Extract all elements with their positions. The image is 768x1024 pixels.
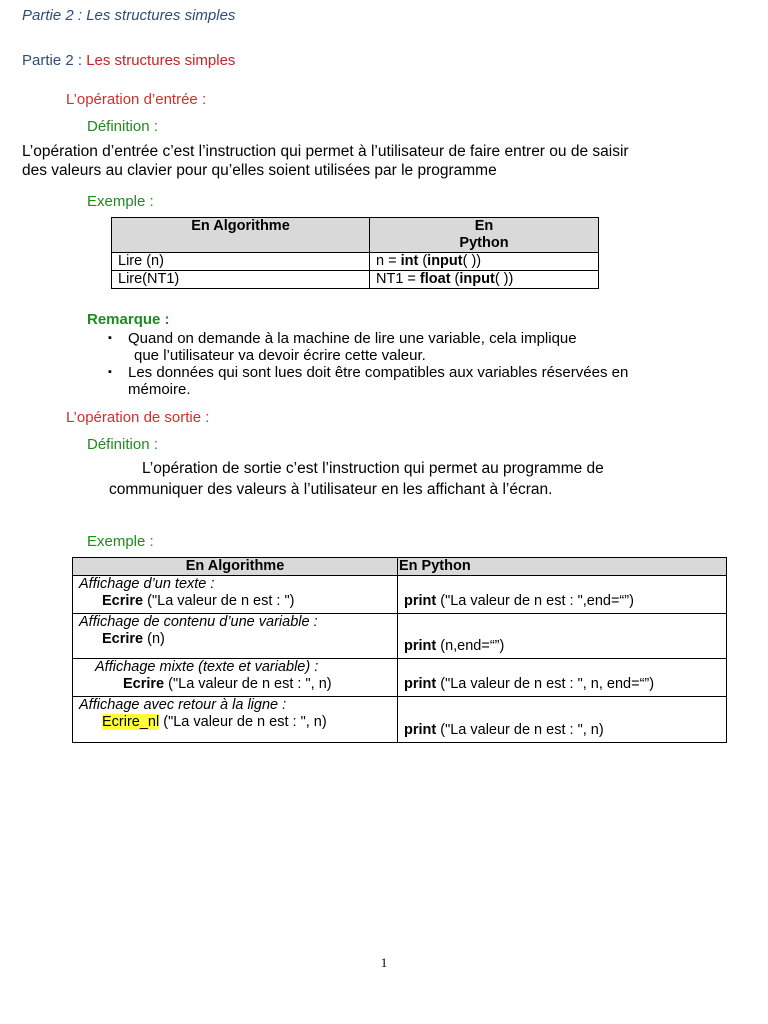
remark-label: Remarque : <box>87 311 170 328</box>
highlighted-keyword: Ecrire_nl <box>102 714 160 730</box>
remark-list <box>108 330 748 398</box>
algo-code <box>79 631 391 648</box>
table-header-python <box>370 218 599 253</box>
code-text: ("La valeur de n est : ", n, end=“”) <box>436 676 655 692</box>
code-keyword: print <box>404 638 437 654</box>
code-keyword: Ecrire <box>123 676 165 692</box>
table-cell-python <box>398 697 727 743</box>
code-keyword: print <box>404 676 437 692</box>
table-cell-algo: Lire (n) <box>112 253 370 271</box>
row-description: Affichage de contenu d’une variable : <box>79 614 318 630</box>
algo-code <box>95 676 391 693</box>
input-definition-line2: des valeurs au clavier pour qu’elles soient utilisées par le programme <box>22 162 497 179</box>
output-definition-line1: L’opération de sortie c’est l’instruction qui permet au programme de <box>142 460 604 477</box>
output-example-label: Exemple : <box>87 533 154 550</box>
code-keyword: input <box>459 271 495 287</box>
input-example-table <box>111 217 599 289</box>
table-cell-algo <box>73 614 398 659</box>
output-heading: L’opération de sortie : <box>66 409 210 426</box>
section-title <box>22 52 235 69</box>
row-description: Affichage d’un texte : <box>79 576 215 592</box>
algo-code <box>79 714 391 731</box>
table-header-algo: En Algorithme <box>112 218 370 253</box>
table-header-row <box>112 218 599 253</box>
code-keyword: int <box>400 253 419 269</box>
algo-code <box>79 593 391 610</box>
code-keyword: print <box>404 593 437 609</box>
table-row <box>112 271 599 289</box>
table-cell-algo <box>73 576 398 614</box>
table-header-python: En Python <box>398 558 727 576</box>
code-text: (n) <box>143 631 165 647</box>
code-text: ("La valeur de n est : ", n) <box>164 676 332 692</box>
input-example-label: Exemple : <box>87 193 154 210</box>
table-cell-python <box>370 271 599 289</box>
output-definition-label: Définition : <box>87 436 158 453</box>
code-text: ( <box>450 271 460 287</box>
table-cell-algo <box>73 659 398 697</box>
table-cell-python <box>398 576 727 614</box>
section-prefix: Partie 2 : <box>22 52 83 69</box>
list-item <box>108 364 748 398</box>
code-text: ( <box>418 253 428 269</box>
table-cell-python <box>398 614 727 659</box>
code-keyword: Ecrire <box>102 631 144 647</box>
table-row <box>112 253 599 271</box>
code-text: ("La valeur de n est : ", n) <box>436 722 604 738</box>
code-text: ("La valeur de n est : ",end=“”) <box>436 593 634 609</box>
remark-1-line1: ▪ Quand on demande à la machine de lire une variable, cela implique <box>128 330 577 347</box>
code-keyword: float <box>419 271 451 287</box>
table-row <box>73 659 727 697</box>
table-row <box>73 614 727 659</box>
table-cell-algo <box>73 697 398 743</box>
table-header-algo: En Algorithme <box>73 558 398 576</box>
input-definition-label: Définition : <box>87 118 158 135</box>
table-header-python-line2: Python <box>459 235 509 251</box>
table-row <box>73 697 727 743</box>
input-definition-line1: L’opération d’entrée c’est l’instruction qui permet à l’utilisateur de faire entrer ou de saisir <box>22 143 629 160</box>
page-number: 1 <box>380 955 388 970</box>
input-heading: L’opération d’entrée : <box>66 91 207 108</box>
output-definition-line2: communiquer des valeurs à l’utilisateur en les affichant à l’écran. <box>109 481 553 498</box>
code-text: n = <box>376 253 401 269</box>
remark-1-line2: que l’utilisateur va devoir écrire cette valeur. <box>134 347 426 364</box>
code-text: (n,end=“”) <box>436 638 505 654</box>
code-text: ("La valeur de n est : ", n) <box>159 714 327 730</box>
row-description: Affichage avec retour à la ligne : <box>79 697 287 713</box>
list-item <box>108 330 748 364</box>
code-keyword: print <box>404 722 437 738</box>
table-row <box>73 576 727 614</box>
table-cell-python <box>398 659 727 697</box>
table-cell-python <box>370 253 599 271</box>
code-text: NT1 = <box>376 271 420 287</box>
section-name: Les structures simples <box>86 52 236 69</box>
page-header: Partie 2 : Les structures simples <box>22 7 236 24</box>
table-header-row <box>73 558 727 576</box>
code-text: ("La valeur de n est : ") <box>143 593 295 609</box>
code-text: ( )) <box>462 253 482 269</box>
row-description: Affichage mixte (texte et variable) : <box>95 659 319 675</box>
code-keyword: input <box>427 253 463 269</box>
remark-2-line2: mémoire. <box>128 381 191 398</box>
table-cell-algo: Lire(NT1) <box>112 271 370 289</box>
code-text: ( )) <box>494 271 514 287</box>
output-example-table <box>72 557 727 743</box>
code-keyword: Ecrire <box>102 593 144 609</box>
remark-2-line1: ▪ Les données qui sont lues doit être compatibles aux variables réservées en <box>128 364 629 381</box>
table-header-python-line1: En <box>474 218 494 234</box>
